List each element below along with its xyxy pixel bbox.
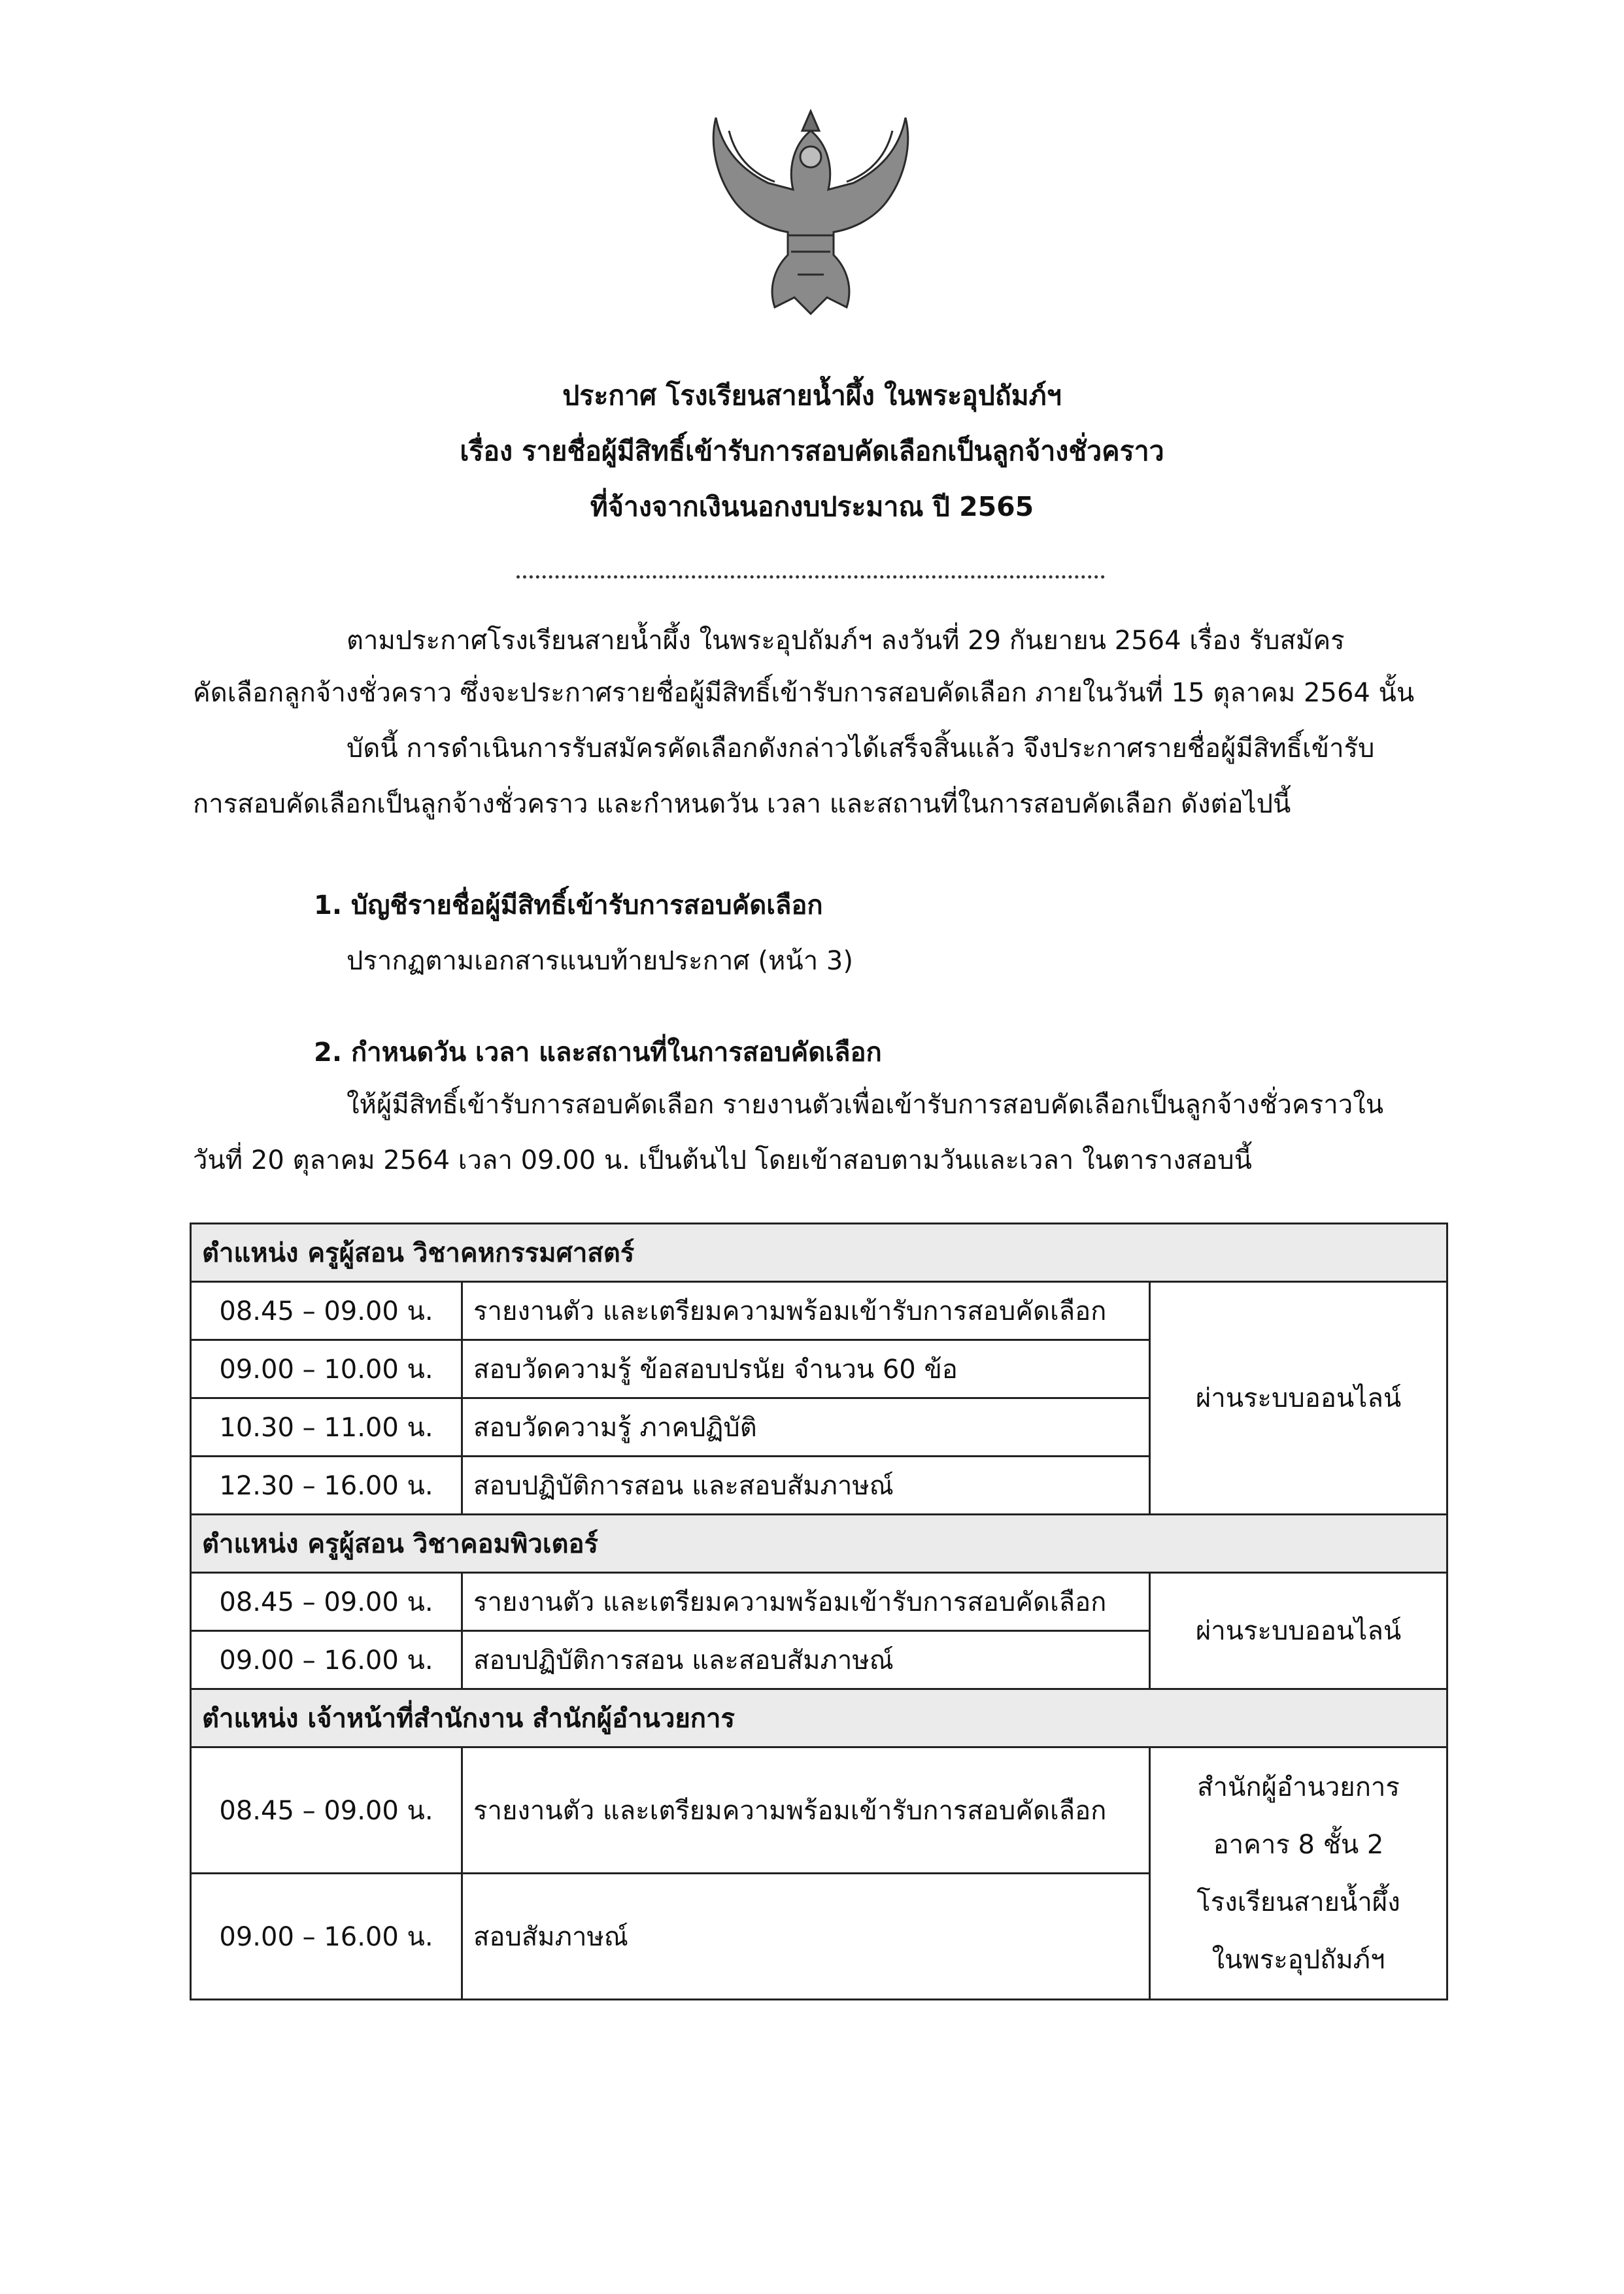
- time-cell: 09.00 – 10.00 น.: [191, 1340, 462, 1398]
- location-line: ในพระอุปถัมภ์ฯ: [1211, 1944, 1385, 1975]
- time-cell: 08.45 – 09.00 น.: [191, 1573, 462, 1631]
- section-1-text: ปรากฏตามเอกสารแนบท้ายประกาศ (หน้า 3): [347, 946, 853, 976]
- paragraph-2-line-2: การสอบคัดเลือกเป็นลูกจ้างชั่วคราว และกำหนดวัน เวลา และสถานที่ในการสอบคัดเลือก ดังต่อไปนี้: [193, 789, 1291, 819]
- location-cell: ผ่านระบบออนไลน์: [1150, 1573, 1447, 1689]
- time-cell: 12.30 – 16.00 น.: [191, 1457, 462, 1515]
- section-2-title: 2. กำหนดวัน เวลา และสถานที่ในการสอบคัดเลือก: [314, 1037, 882, 1068]
- activity-cell: สอบปฏิบัติการสอน และสอบสัมภาษณ์: [462, 1457, 1150, 1515]
- group-header-row: [191, 1515, 1447, 1573]
- time-cell: 09.00 – 16.00 น.: [191, 1631, 462, 1689]
- time-cell: 09.00 – 16.00 น.: [191, 1874, 462, 2000]
- activity-cell: สอบสัมภาษณ์: [462, 1874, 1150, 2000]
- garuda-emblem-icon: [690, 105, 932, 327]
- divider: [516, 575, 1105, 579]
- location-line: อาคาร 8 ชั้น 2: [1213, 1829, 1384, 1860]
- group-title: ตำแหน่ง ครูผู้สอน วิชาคหกรรมศาสตร์: [191, 1224, 1447, 1282]
- group-title: ตำแหน่ง ครูผู้สอน วิชาคอมพิวเตอร์: [191, 1515, 1447, 1573]
- heading-line-2: เรื่อง รายชื่อผู้มีสิทธิ์เข้ารับการสอบคัดเลือกเป็นลูกจ้างชั่วคราว: [460, 435, 1164, 467]
- section-1-title: 1. บัญชีรายชื่อผู้มีสิทธิ์เข้ารับการสอบคัดเลือก: [314, 890, 823, 920]
- heading-line-3: ที่จ้างจากเงินนอกงบประมาณ ปี 2565: [590, 491, 1034, 522]
- location-cell: ผ่านระบบออนไลน์: [1150, 1282, 1447, 1515]
- paragraph-1-line-2: คัดเลือกลูกจ้างชั่วคราว ซึ่งจะประกาศรายชื่อผู้มีสิทธิ์เข้ารับการสอบคัดเลือก ภายในวันที่ 15 ตุลาคม 2564 นั้น: [193, 678, 1415, 708]
- time-cell: 08.45 – 09.00 น.: [191, 1282, 462, 1340]
- group-header-row: [191, 1689, 1447, 1747]
- group-header-row: [191, 1224, 1447, 1282]
- location-cell: [1150, 1747, 1447, 2000]
- time-cell: 10.30 – 11.00 น.: [191, 1398, 462, 1457]
- location-line: โรงเรียนสายน้ำผึ้ง: [1196, 1887, 1400, 1917]
- table-row: [191, 1282, 1447, 1340]
- group-title: ตำแหน่ง เจ้าหน้าที่สำนักงาน สำนักผู้อำนวยการ: [191, 1689, 1447, 1747]
- paragraph-2-line-1: บัดนี้ การดำเนินการรับสมัครคัดเลือกดังกล่าวได้เสร็จสิ้นแล้ว จึงประกาศรายชื่อผู้มีสิทธิ์เข้ารับ: [347, 734, 1375, 764]
- paragraph-1-line-1: ตามประกาศโรงเรียนสายน้ำผึ้ง ในพระอุปถัมภ์ฯ ลงวันที่ 29 กันยายน 2564 เรื่อง รับสมัคร: [347, 626, 1345, 656]
- exam-schedule-table: [190, 1223, 1448, 2000]
- table-row: [191, 1747, 1447, 1874]
- heading-line-1: ประกาศ โรงเรียนสายน้ำผึ้ง ในพระอุปถัมภ์ฯ: [562, 380, 1062, 411]
- activity-cell: สอบวัดความรู้ ข้อสอบปรนัย จำนวน 60 ข้อ: [462, 1340, 1150, 1398]
- activity-cell: สอบปฏิบัติการสอน และสอบสัมภาษณ์: [462, 1631, 1150, 1689]
- time-cell: 08.45 – 09.00 น.: [191, 1747, 462, 1874]
- activity-cell: รายงานตัว และเตรียมความพร้อมเข้ารับการสอบคัดเลือก: [462, 1282, 1150, 1340]
- activity-cell: รายงานตัว และเตรียมความพร้อมเข้ารับการสอบคัดเลือก: [462, 1573, 1150, 1631]
- location-line: สำนักผู้อำนวยการ: [1197, 1772, 1400, 1802]
- activity-cell: รายงานตัว และเตรียมความพร้อมเข้ารับการสอบคัดเลือก: [462, 1747, 1150, 1874]
- table-row: [191, 1573, 1447, 1631]
- section-2-line-1: ให้ผู้มีสิทธิ์เข้ารับการสอบคัดเลือก รายงานตัวเพื่อเข้ารับการสอบคัดเลือกเป็นลูกจ้างชั่วคราวใน: [347, 1090, 1384, 1120]
- section-2-line-2: วันที่ 20 ตุลาคม 2564 เวลา 09.00 น. เป็นต้นไป โดยเข้าสอบตามวันและเวลา ในตารางสอบนี้: [193, 1145, 1252, 1175]
- activity-cell: สอบวัดความรู้ ภาคปฏิบัติ: [462, 1398, 1150, 1457]
